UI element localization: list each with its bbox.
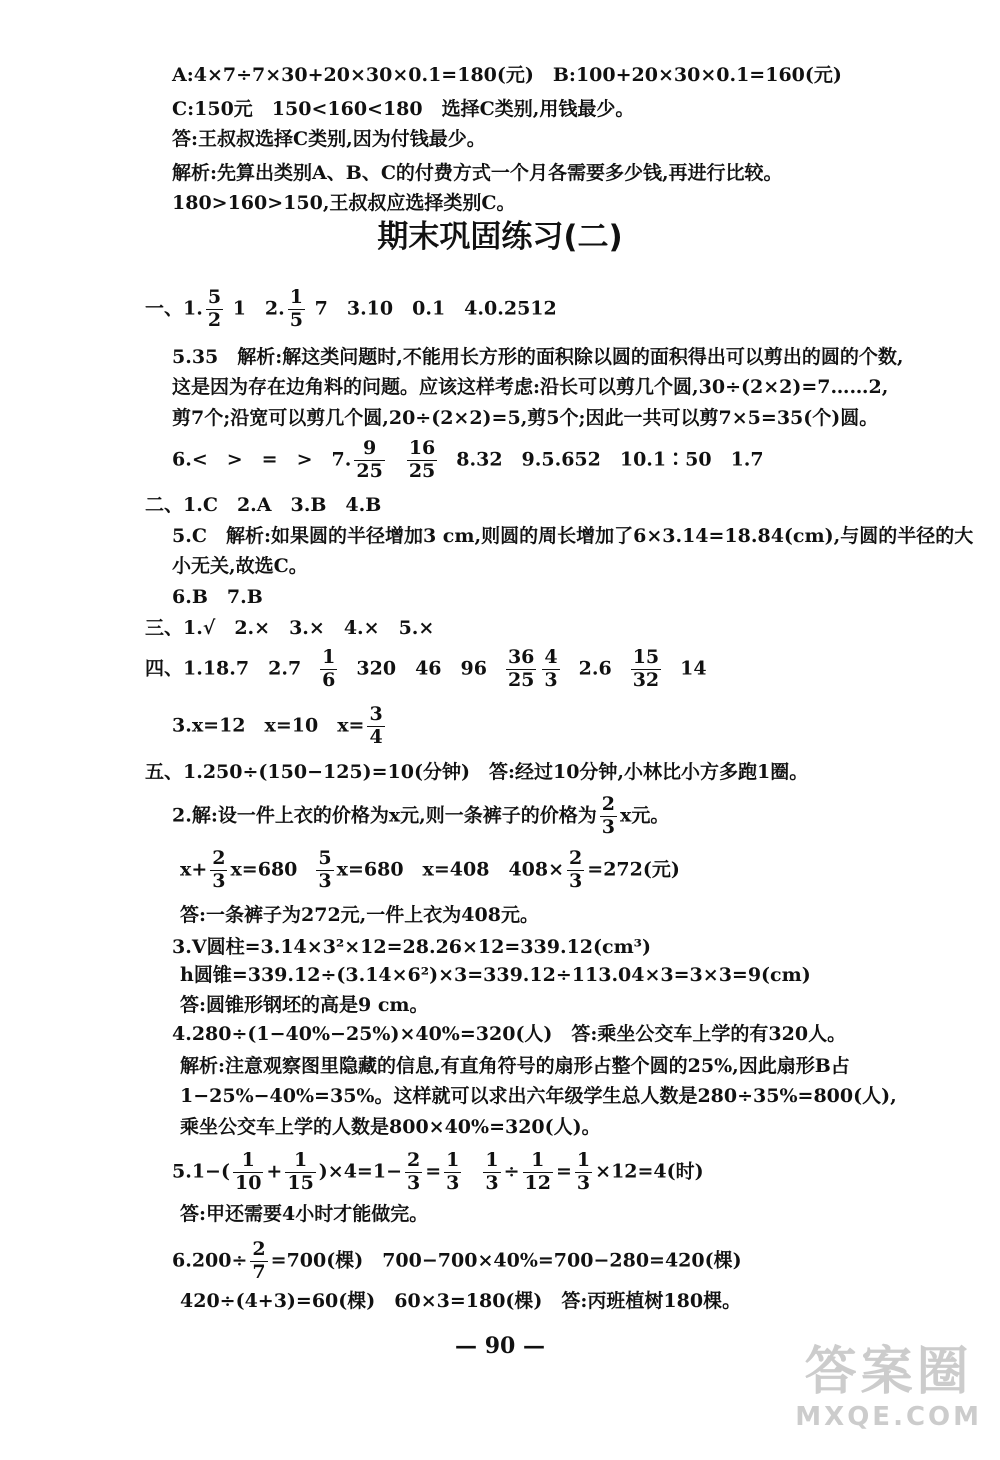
section-title: 期末巩固练习(二) (377, 219, 623, 255)
answer-line: 4.280÷(1−40%−25%)×40%=320(人) 答:乘坐公交车上学的有320人。 (172, 1023, 847, 1045)
answer-line: 答:王叔叔选择C类别,因为付钱最少。 (172, 128, 486, 150)
answer-line: 三、1.√ 2.× 3.× 4.× 5.× (145, 617, 435, 639)
answer-line: 五、1.250÷(150−125)=10(分钟) 答:经过10分钟,小林比小方多跑1圈。 (145, 761, 809, 783)
answer-line: 2.解:设一件上衣的价格为x元,则一条裤子的价格为 $\frac{2}{3}$ x元。 (172, 793, 670, 838)
answer-line: h圆锥=339.12÷(3.14×6²)×3=339.12÷113.04×3=3×3=9(cm) (180, 964, 811, 986)
answer-line: 答:一条裤子为272元,一件上衣为408元。 (180, 904, 539, 926)
analysis-line: 解析:先算出类别A、B、C的付费方式一个月各需要多少钱,再进行比较。 (172, 162, 783, 184)
answer-line: 3.V圆柱=3.14×3²×12=28.26×12=339.12(cm³) (172, 936, 651, 958)
answer-line: 5.1−( $\frac{1}{10}$ + $\frac{1}{15}$ )×4=1− $\frac{2}{3}$ = $\frac{1}{3}$ $\frac{1}{3}$ ÷ $\frac{1}{12}$ = $\frac{1}{3}$ ×12=4(时) (172, 1149, 704, 1194)
analysis-line: 乘坐公交车上学的人数是800×40%=320(人)。 (180, 1116, 601, 1138)
analysis-line: 5.C 解析:如果圆的半径增加3 cm,则圆的周长增加了6×3.14=18.84(cm),与圆的半径的大 (172, 525, 974, 547)
answer-line: 二、1.C 2.A 3.B 4.B (145, 494, 382, 516)
answer-line: C:150元 150<160<180 选择C类别,用钱最少。 (172, 98, 635, 120)
answer-line: 一、1. $\frac{5}{2}$ 1 2. $\frac{1}{5}$ 7 3.10 0.1 4.0.2512 (145, 286, 557, 331)
answer-line: x+ $\frac{2}{3}$ x=680 $\frac{5}{3}$ x=680 x=408 408× $\frac{2}{3}$ =272(元) (180, 847, 680, 892)
watermark-text: 答案圈 (804, 1342, 973, 1402)
answer-line: A:4×7÷7×30+20×30×0.1=180(元) B:100+20×30×0.1=160(元) (172, 64, 842, 86)
analysis-line: 这是因为存在边角料的问题。应该这样考虑:沿长可以剪几个圆,30÷(2×2)=7……2, (172, 376, 889, 398)
analysis-line: 1−25%−40%=35%。这样就可以求出六年级学生总人数是280÷35%=800(人), (180, 1085, 897, 1107)
analysis-line: 5.35 解析:解这类问题时,不能用长方形的面积除以圆的面积得出可以剪出的圆的个数, (172, 346, 904, 368)
analysis-line: 剪7个;沿宽可以剪几个圆,20÷(2×2)=5,剪5个;因此一共可以剪7×5=35(个)圆。 (172, 407, 879, 429)
page-number: — 90 — (455, 1333, 545, 1359)
analysis-line: 解析:注意观察图里隐藏的信息,有直角符号的扇形占整个圆的25%,因此扇形B占 (180, 1055, 850, 1077)
answer-line: 3.x=12 x=10 x= $\frac{3}{4}$ (172, 703, 383, 748)
answer-line: 6.B 7.B (172, 586, 263, 608)
answer-line: 四、1.18.7 2.7 $\frac{1}{6}$ 320 46 96 $\frac{36}{25}$ $\frac{4}{3}$ 2.6 $\frac{15}{32}$ 14 (145, 646, 707, 691)
watermark-url: MXQE.COM (795, 1402, 982, 1432)
watermark-logo (795, 1342, 982, 1432)
analysis-line: 小无关,故选C。 (172, 555, 308, 577)
answer-line: 420÷(4+3)=60(棵) 60×3=180(棵) 答:丙班植树180棵。 (180, 1290, 742, 1312)
answer-line: 答:圆锥形钢坯的高是9 cm。 (180, 994, 429, 1016)
answer-line: 答:甲还需要4小时才能做完。 (180, 1203, 429, 1225)
answer-line: 6.200÷ $\frac{2}{7}$ =700(棵) 700−700×40%=700−280=420(棵) (172, 1238, 742, 1283)
answer-line: 6.< > = > 7. $\frac{9}{25}$ $\frac{16}{25}$ 8.32 9.5.652 10.1∶50 1.7 (172, 437, 764, 482)
analysis-line: 180>160>150,王叔叔应选择类别C。 (172, 192, 516, 214)
